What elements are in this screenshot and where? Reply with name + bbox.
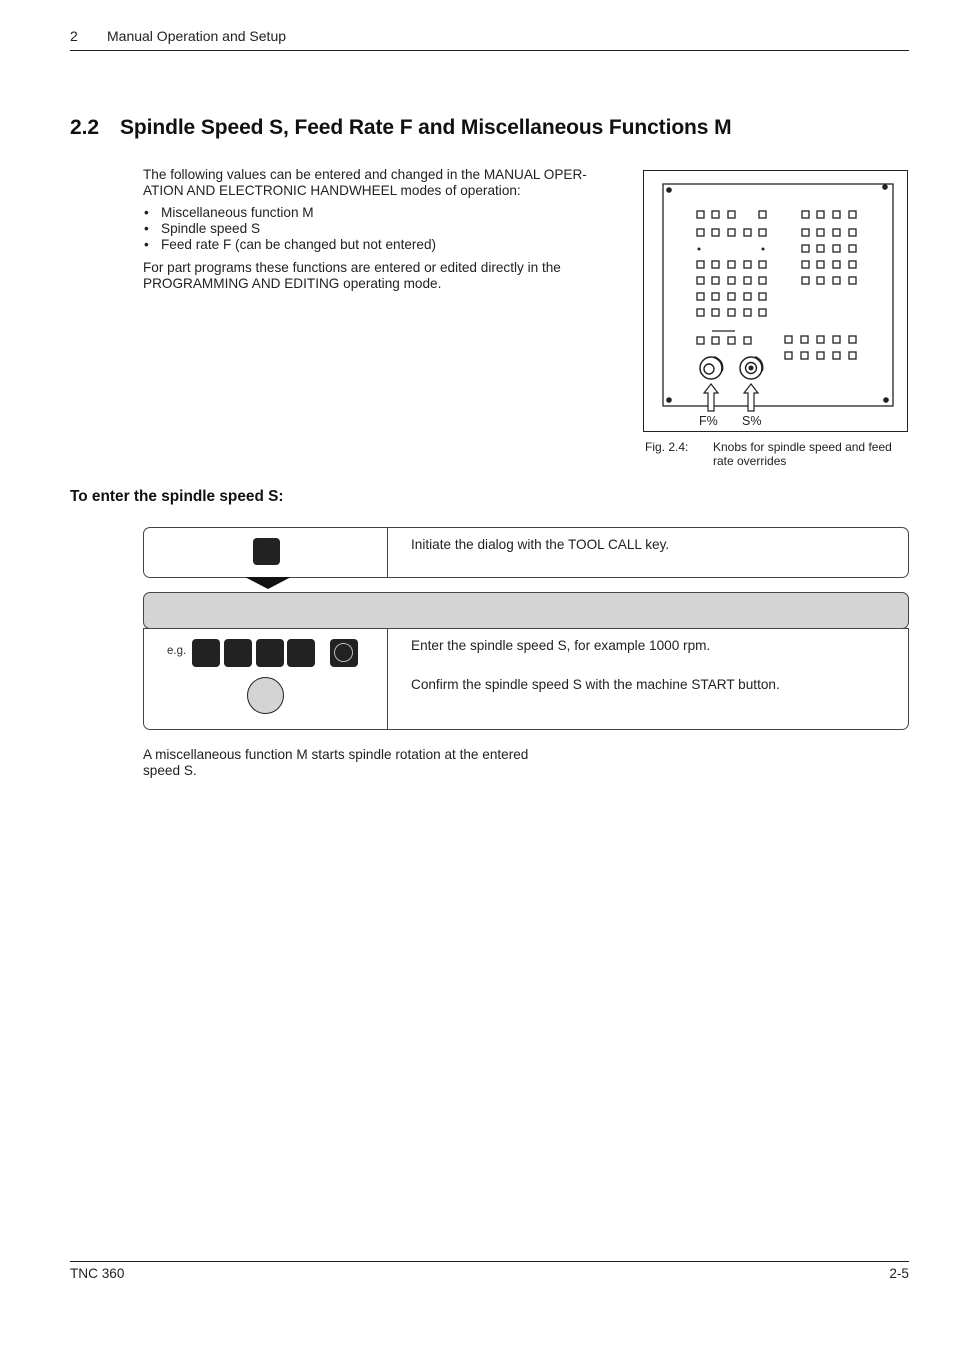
panel-divider — [387, 528, 388, 577]
digit-key-0[interactable] — [256, 639, 284, 667]
feed-override-label: F% — [699, 414, 718, 428]
dialog-prompt-bar — [143, 592, 909, 629]
figure-caption-line-1: Knobs for spindle speed and feed — [713, 440, 892, 454]
list-item: • Spindle speed S — [143, 221, 623, 237]
ent-key-circle-icon — [334, 643, 353, 662]
header-chapter-number: 2 — [70, 28, 78, 44]
flow-arrow-down-icon — [245, 577, 291, 590]
spindle-override-label: S% — [742, 414, 762, 428]
header-rule — [70, 50, 909, 51]
figure-caption-label: Fig. 2.4: — [645, 440, 689, 454]
step-panel-tool-call — [143, 527, 909, 578]
spindle-rotation-note — [143, 747, 528, 779]
note-line-2: speed S. — [143, 763, 197, 778]
section-title — [70, 116, 731, 140]
part-programs-line-2: PROGRAMMING AND EDITING operating mode. — [143, 276, 442, 291]
control-panel-illustration — [644, 171, 907, 431]
header-chapter-title: Manual Operation and Setup — [107, 28, 287, 44]
spindle-override-knob-icon — [740, 357, 762, 379]
machine-start-button[interactable] — [247, 677, 284, 714]
control-panel-figure — [643, 170, 908, 432]
step-panel-spindle-speed — [143, 628, 909, 730]
list-item: • Feed rate F (can be changed but not entered) — [143, 237, 623, 253]
intro-line-2: ATION AND ELECTRONIC HANDWHEEL modes of operation: — [143, 183, 521, 198]
step-1-text: Initiate the dialog with the TOOL CALL key. — [411, 537, 670, 552]
panel-divider — [387, 629, 388, 729]
arrow-up-icon — [704, 384, 718, 411]
footer-product: TNC 360 — [70, 1266, 125, 1281]
footer-rule — [70, 1261, 909, 1262]
section-number: 2.2 — [70, 116, 99, 139]
digit-key-0[interactable] — [287, 639, 315, 667]
example-label: e.g. — [167, 645, 187, 657]
figure-caption-text — [713, 440, 913, 468]
tool-call-key[interactable] — [253, 538, 280, 565]
part-programs-line-1: For part programs these functions are entered or edited directly in the — [143, 260, 561, 275]
list-item: • Miscellaneous function M — [143, 205, 623, 221]
section-title-text: Spindle Speed S, Feed Rate F and Miscellaneous Functions M — [120, 116, 732, 139]
footer-page-number: 2-5 — [889, 1266, 909, 1281]
intro-text — [143, 167, 623, 292]
intro-line-1: The following values can be entered and changed in the MANUAL OPER- — [143, 167, 587, 182]
ent-key[interactable] — [330, 639, 358, 667]
procedure-heading: To enter the spindle speed S: — [70, 488, 284, 505]
arrow-up-icon — [744, 384, 758, 411]
feed-override-knob-icon — [700, 357, 722, 379]
function-list — [143, 205, 623, 253]
digit-key-0[interactable] — [224, 639, 252, 667]
step-2-text: Enter the spindle speed S, for example 1000 rpm. — [411, 638, 711, 653]
digit-key-1[interactable] — [192, 639, 220, 667]
note-line-1: A miscellaneous function M starts spindle rotation at the entered — [143, 747, 529, 762]
step-3-text: Confirm the spindle speed S with the machine START button. — [411, 677, 780, 692]
figure-caption-line-2: rate overrides — [713, 454, 787, 468]
